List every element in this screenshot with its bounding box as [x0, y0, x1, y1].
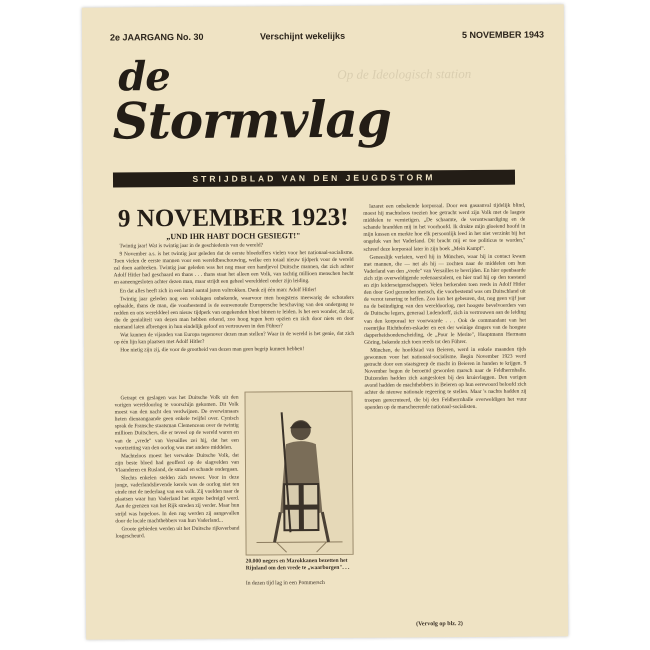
illustration-caption: 20.000 negers en Marokkanen bezetten het Rijnland om den vrede te „waarborgen". . . [245, 557, 350, 572]
paragraph: 9 November a.s. is het twintig jaar geleden dat de eerste bloedoffers vielen voor het nationaal-socialisme. Toen vielen de eerste mannen voor een wereldbeschouwing, welke een totaal nieuw tijdperk voor de wereld zal doen aanbreken. Twintig jaar geleden was het nog maar een handjevol Duitsche mannen, dat zich achter Adolf Hitler had geschaard en thans . . . thans staat het alleen een Volk, van tachtig millioen menschen hecht en aaneengesloten achter dezen man, maar strijdt een geheel werelddeel onder zijn leiding. [113, 249, 354, 286]
issue-number: 2e JAARGANG No. 30 [109, 31, 204, 43]
masthead-subtitle: STRIJDBLAD VAN DEN JEUGDSTORM [113, 170, 515, 188]
paragraph: Twintig jaar! Wat is twintig jaar in de geschiedenis van de wereld? [119, 242, 264, 250]
paragraph: Wat kunnen de vijanden van Europa tegenover dezen man stellen? Waar in de wereld is het genie, dat zich op één lijn kan plaatsen met Adolf Hitler? [114, 330, 355, 346]
masthead [112, 53, 392, 151]
paragraph: Hoe nietig zijn zij, die voor de grootheid van dezen man geen begrip kunnen hebben! [120, 346, 305, 354]
faded-bleedthrough-text: Op de Ideologisch station [337, 65, 472, 82]
masthead-title: Stormvlag [112, 89, 392, 151]
issue-date: 5 NOVEMBER 1943 [461, 29, 545, 41]
continued-note: (Vervolg op blz. 2) [416, 621, 463, 628]
paragraph: München, de hoofdstad van Beieren, werd in enkele maanden tijds gewonnen voor het nationaal-socialisme. Begin November 1923 werd getracht door een staatsgreep de macht in Beieren in handen te krijgen. 9 November begon de beroemd geworden marsch naar de Feldherrnhalle. Duizenden hadden zich aangesloten bij den kruisvlaggen. Den vorigen avond hadden de machthebbers in Beieren op hun eerewoord beloofd zich achter de nieuwe nationale regeering te stellen. Maar 's nachts hadden zij troepen gerecruteerd, die bij den Feldherrnhalle overweldigen het vuur openden op de marscheerende nationaal-socialisten. [364, 346, 527, 411]
newspaper-page [82, 4, 568, 639]
paragraph: Geneeslijk verlaten, werd hij in München, waar hij in contact kwam met mannen, die — net als hij — zochten naar de middelen om hun Vaderland van den „vrede" van Versailles te bevrijden. En hier openbaarde zich zijn overweldigende redenaarstalent, en hier trad hij op den toestand en zijn leiderseigenschappen. Velen herkenden toen reeds in Adolf Hitler den door God gezonden mensch, die voorbestemd was om Duitschland uit de verrot tenering te heffen. Zoo kon het gebeuren, dat, nog geen vijf jaar na de beëindiging van den wereldoorlog, met hoogste bevelvoerders van de Duitsche legers, generaal Ludendorff, zich in vertrouwen aan de leiding van den korporaal ter voorwaarde . . . Ook de commandant van het roemrijke Richthofen-eskader en een der weinige dragers van de hoogste dapperheidsonderscheiding, de „Pour le Merite", Hauptmann Hermann Göring, bekende zich toen reeds tot den Führer. [363, 253, 527, 346]
paragraph: lazaret een onbekende korporaal. Door een gasaanval tijdelijk blind, moest hij machteloos toezien hoe getracht werd zijn Volk met de laagste middelen te vernietigen. „De schaamte, de verontwaardiging en de schande brandden mij in het voorhoofd. Ik drukte mijn gloeiend hoofd in mijn kussen en merkte hoe elk persoonlijk leed in het niet verzinkt bij het ongeluk van het Vaderland. Dit bracht mij er toe politicus te worden," schreef deze korporaal later in zijn boek „Mein Kampf". [363, 202, 526, 253]
paragraph: En dat alles heeft zich in een luttel aantal jaren voltrokken. Dank zij één man: Adolf Hitler! [119, 286, 317, 294]
paragraph: Getrapt en geslagen was het Duitsche Volk uit den vorigen wereldoorlog te voorschijn gekomen. Dit Volk moest van den nacht den verdwijnen. De overwinnaars lieten dienaangaande geen enkele twijfel over. Cynisch sprak de Fransche staatsman Clemenceau over de twintig millioen Duitschers, die er teveel op de wereld waren en van de „vrede" van Versailles zei hij, dat het een voortzetting van den oorlog was met andere middelen. [114, 394, 239, 452]
article-headline: 9 NOVEMBER 1923! [117, 203, 349, 233]
caption-continuation: In dezen tijd lag in een Pommersch [245, 580, 325, 587]
issue-header [110, 29, 544, 46]
article-column-left [115, 395, 241, 628]
paragraph: Machteloos moest het verwakte Duitsche Volk, dat zijn beste bloed had geofferd op de slagvelden van Vlaanderen en Rusland, de smaad en schande ondergaan. [114, 452, 239, 474]
soldier-drawing [245, 392, 352, 555]
masthead-de: de [118, 53, 170, 101]
paragraph: Slechts enkelen stelden zich teweer. Voor in deze jonge, vaderlandslievende kerels was de oorlog niet ten einde met de nederlaag van een volk. Zij voelden naar de plaatsen waar hun Vaderland het ergste bedreigd werd. Aan de grenzen van het Rijk streden zij verder. Maar hun strijd was hopeloos. In den rug werden zij aangevallen door de locale machthebbers van hun Vaderland... [115, 474, 240, 525]
soldier-illustration [244, 391, 353, 556]
article-quote: „UND IHR HABT DOCH GESIEGT!" [166, 231, 301, 242]
paragraph: Groote gebieden werden uit het Duitsche rijksverband losgescheurd. [115, 525, 240, 540]
article-lead-text [113, 242, 354, 392]
article-column-right [363, 203, 528, 620]
frequency-label: Verschijnt wekelijks [259, 30, 346, 42]
paragraph: Twintig jaar geleden nog een volslagen onbekende, waarvoor men hoogstens meewarig de schouders ophaalde, thans de man, die voorbestemd is de eeuwenoude Europeesche beschaving van den ondergang te redden en ons werelddeel een nieuw tijdperk van ongekenden bloei binnen te leiden. Is het een wonder, dat zij, die de genialiteit van dezen man hebben erkend, zoo hoog tegen hem opzien en zich door niets en door niemand laten afbrengen in hun eindelijk geloof en vertrouwen in den Führer? [113, 294, 354, 331]
